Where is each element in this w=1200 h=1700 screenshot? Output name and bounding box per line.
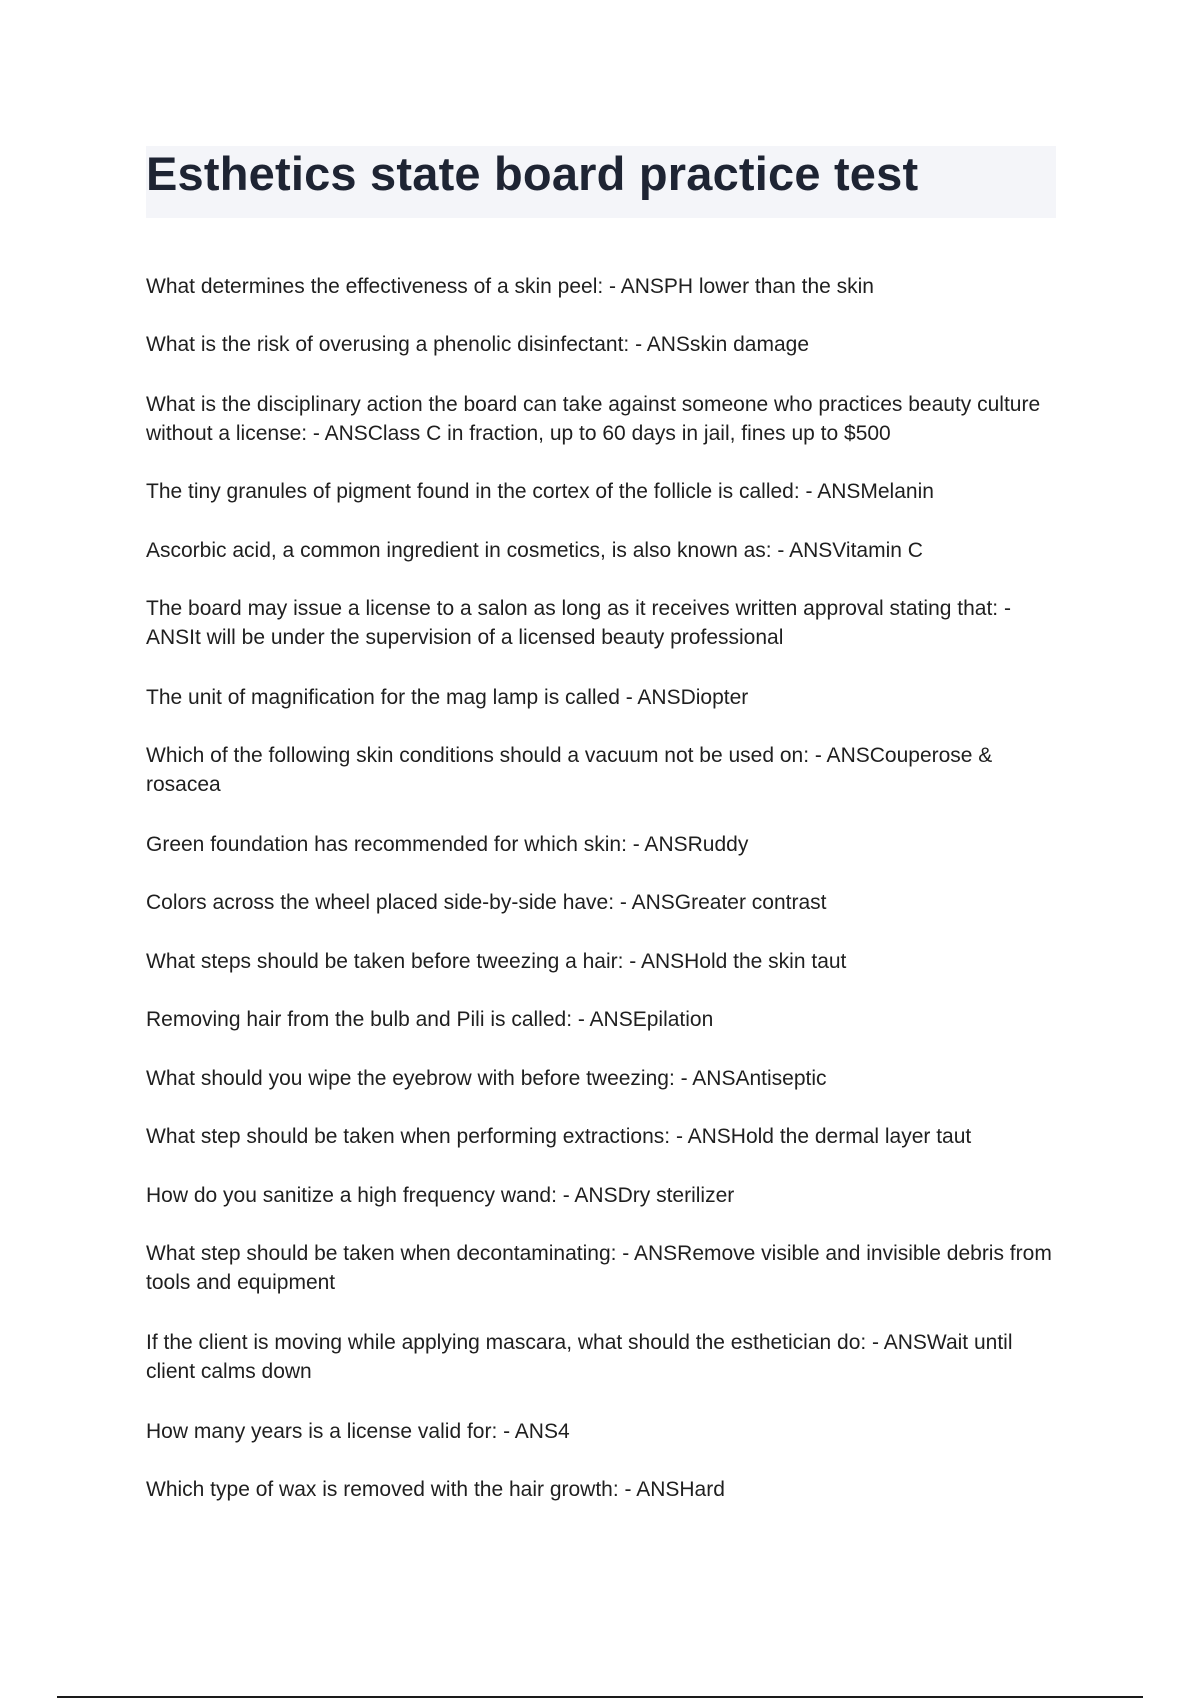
qa-item: What is the disciplinary action the board can take against someone who practices beauty culture without a license: - ANSClass C in fraction, up to 60 days in jail, fines up to $500 <box>146 393 1041 445</box>
qa-item: What step should be taken when decontaminating: - ANSRemove visible and invisible debris from tools and equipment <box>146 1242 1052 1294</box>
qa-item: Ascorbic acid, a common ingredient in cosmetics, is also known as: - ANSVitamin C <box>146 539 923 562</box>
qa-item: What step should be taken when performing extractions: - ANSHold the dermal layer taut <box>146 1125 972 1148</box>
qa-item: Colors across the wheel placed side-by-side have: - ANSGreater contrast <box>146 891 827 914</box>
qa-item: Which type of wax is removed with the hair growth: - ANSHard <box>146 1478 725 1501</box>
qa-item: The board may issue a license to a salon as long as it receives written approval stating that: - ANSIt will be under the supervision of a licensed beauty professional <box>146 597 1011 649</box>
qa-item: How many years is a license valid for: - ANS4 <box>146 1420 570 1443</box>
qa-item: If the client is moving while applying mascara, what should the esthetician do: - ANSWait until client calms down <box>146 1331 1013 1383</box>
qa-item: What should you wipe the eyebrow with before tweezing: - ANSAntiseptic <box>146 1067 827 1090</box>
qa-item: Green foundation has recommended for which skin: - ANSRuddy <box>146 833 749 856</box>
qa-item: The unit of magnification for the mag lamp is called - ANSDiopter <box>146 686 749 709</box>
footer-divider <box>57 1696 1143 1698</box>
qa-item: How do you sanitize a high frequency wand: - ANSDry sterilizer <box>146 1184 735 1207</box>
qa-item: What steps should be taken before tweezing a hair: - ANSHold the skin taut <box>146 950 847 973</box>
page-title: Esthetics state board practice test <box>146 147 919 200</box>
qa-item: The tiny granules of pigment found in the cortex of the follicle is called: - ANSMelanin <box>146 480 934 503</box>
qa-item: Removing hair from the bulb and Pili is called: - ANSEpilation <box>146 1008 714 1031</box>
qa-item: What determines the effectiveness of a skin peel: - ANSPH lower than the skin <box>146 275 874 298</box>
qa-item: Which of the following skin conditions should a vacuum not be used on: - ANSCouperose & rosacea <box>146 744 993 796</box>
qa-item: What is the risk of overusing a phenolic disinfectant: - ANSskin damage <box>146 333 809 356</box>
